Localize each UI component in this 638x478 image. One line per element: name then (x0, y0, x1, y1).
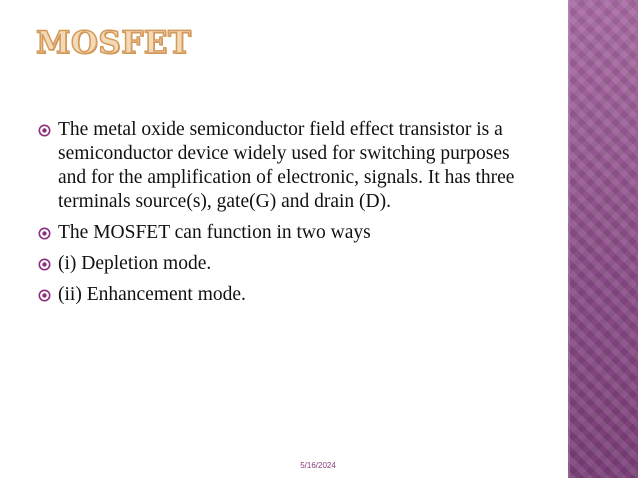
bullet-text: The MOSFET can function in two ways (58, 222, 371, 243)
circled-dot-icon (38, 124, 51, 137)
circled-dot-icon (38, 227, 51, 240)
circled-dot-icon (38, 289, 51, 302)
footer-date-text: 5/16/2024 (300, 461, 336, 470)
decorative-side-band (568, 0, 638, 478)
bullet-list (38, 118, 538, 314)
bullet-item (38, 221, 538, 245)
footer-date (0, 461, 638, 470)
circled-dot-icon (38, 258, 51, 271)
bullet-item (38, 283, 538, 307)
bullet-text: (i) Depletion mode. (58, 253, 212, 274)
slide-title: MOSFET (36, 25, 192, 61)
bullet-item (38, 252, 538, 276)
bullet-text: (ii) Enhancement mode. (58, 284, 246, 305)
bullet-text: The metal oxide semiconductor field effect transistor is a semiconductor device widely used for switching purposes and for the amplification of electronic, signals. It has three terminals source(s), gate(G) and drain (D). (58, 119, 515, 212)
bullet-item (38, 118, 538, 214)
